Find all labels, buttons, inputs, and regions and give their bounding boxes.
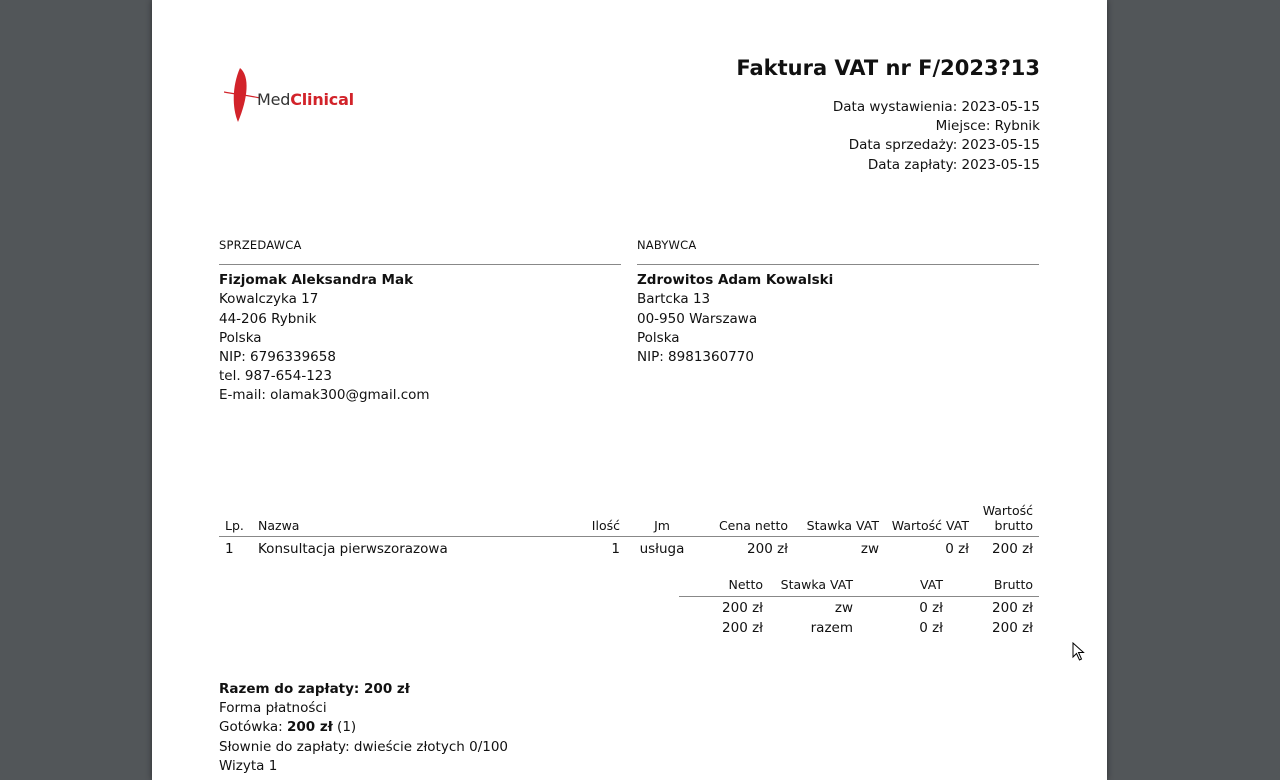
cash-amount: 200 zł — [287, 719, 333, 736]
col-vat-rate: Stawka VAT — [794, 500, 885, 537]
seller-country: Polska — [219, 329, 262, 346]
col-net-price: Cena netto — [698, 500, 794, 537]
col-vat-value: Wartość VAT — [885, 500, 975, 537]
seller-name: Fizjomak Aleksandra Mak — [219, 272, 414, 289]
totals-gross: 200 zł — [992, 620, 1033, 636]
item-unit: usługa — [639, 541, 685, 557]
totals-col-net: Netto — [679, 575, 769, 597]
issue-place: Miejsce: Rybnik — [935, 118, 1040, 135]
totals-vat: 0 zł — [919, 620, 943, 636]
col-gross-line2: brutto — [994, 518, 1033, 533]
totals-net: 200 zł — [722, 620, 763, 636]
seller-email: E-mail: olamak300@gmail.com — [219, 387, 430, 404]
totals-vat-rate: zw — [834, 600, 853, 616]
seller-header: SPRZEDAWCA — [219, 236, 621, 265]
col-name: Nazwa — [252, 500, 552, 537]
buyer-city: 00-950 Warszawa — [637, 310, 758, 327]
seller-block — [219, 236, 621, 406]
totals-net: 200 zł — [722, 600, 763, 616]
seller-phone: tel. 987-654-123 — [219, 368, 332, 385]
item-vat-value: 0 zł — [945, 541, 969, 557]
payment-form-label: Forma płatności — [219, 700, 327, 717]
item-net-price: 200 zł — [747, 541, 788, 557]
payment-date: Data zapłaty: 2023-05-15 — [867, 156, 1040, 173]
total-due: Razem do zapłaty: 200 zł — [219, 681, 410, 697]
item-vat-rate: zw — [860, 541, 879, 557]
totals-gross: 200 zł — [992, 600, 1033, 616]
table-row — [679, 617, 1039, 637]
buyer-street: Bartcka 13 — [637, 291, 711, 308]
items-header-row — [219, 500, 1039, 537]
payment-summary — [219, 680, 508, 776]
issue-date: Data wystawienia: 2023-05-15 — [832, 99, 1040, 115]
items-table — [219, 500, 1039, 560]
invoice-meta — [833, 98, 1040, 175]
buyer-country: Polska — [637, 329, 680, 346]
mouse-cursor-icon — [1072, 642, 1086, 662]
buyer-nip: NIP: 8981360770 — [637, 349, 754, 366]
medclinical-logo — [224, 64, 364, 128]
sale-date: Data sprzedaży: 2023-05-15 — [848, 137, 1040, 154]
cash-count: (1) — [332, 719, 357, 736]
col-unit: Jm — [626, 500, 698, 537]
col-gross-line1: Wartość — [982, 503, 1033, 518]
item-qty: 1 — [611, 541, 620, 557]
totals-vat-rate: razem — [810, 620, 853, 636]
col-qty: Ilość — [552, 500, 626, 537]
table-row — [679, 597, 1039, 618]
totals-vat: 0 zł — [919, 600, 943, 616]
totals-table — [679, 575, 1039, 637]
col-lp: Lp. — [219, 500, 252, 537]
invoice-title: Faktura VAT nr F/2023?13 — [736, 56, 1040, 80]
item-lp: 1 — [225, 541, 234, 557]
seller-nip: NIP: 6796339658 — [219, 349, 336, 366]
table-row — [219, 537, 1039, 561]
totals-col-vat: VAT — [859, 575, 949, 597]
seller-city: 44-206 Rybnik — [219, 310, 317, 327]
logo-text-med: Med — [257, 90, 291, 109]
cash-payment-line — [219, 718, 508, 737]
item-gross: 200 zł — [992, 541, 1033, 557]
cash-label: Gotówka: — [219, 719, 288, 736]
buyer-name: Zdrowitos Adam Kowalski — [637, 272, 834, 289]
buyer-header: NABYWCA — [637, 236, 1039, 265]
buyer-block — [637, 236, 1039, 367]
totals-header-row — [679, 575, 1039, 597]
item-name: Konsultacja pierwszorazowa — [258, 541, 448, 557]
totals-col-gross: Brutto — [949, 575, 1039, 597]
totals-col-vat-rate: Stawka VAT — [769, 575, 859, 597]
logo-text — [257, 90, 354, 109]
visit-label: Wizyta 1 — [219, 757, 278, 774]
amount-in-words: Słownie do zapłaty: dwieście złotych 0/100 — [219, 738, 509, 755]
seller-street: Kowalczyka 17 — [219, 291, 319, 308]
col-gross — [975, 500, 1039, 537]
logo-text-clinical: Clinical — [290, 90, 354, 109]
invoice-page — [152, 0, 1107, 780]
